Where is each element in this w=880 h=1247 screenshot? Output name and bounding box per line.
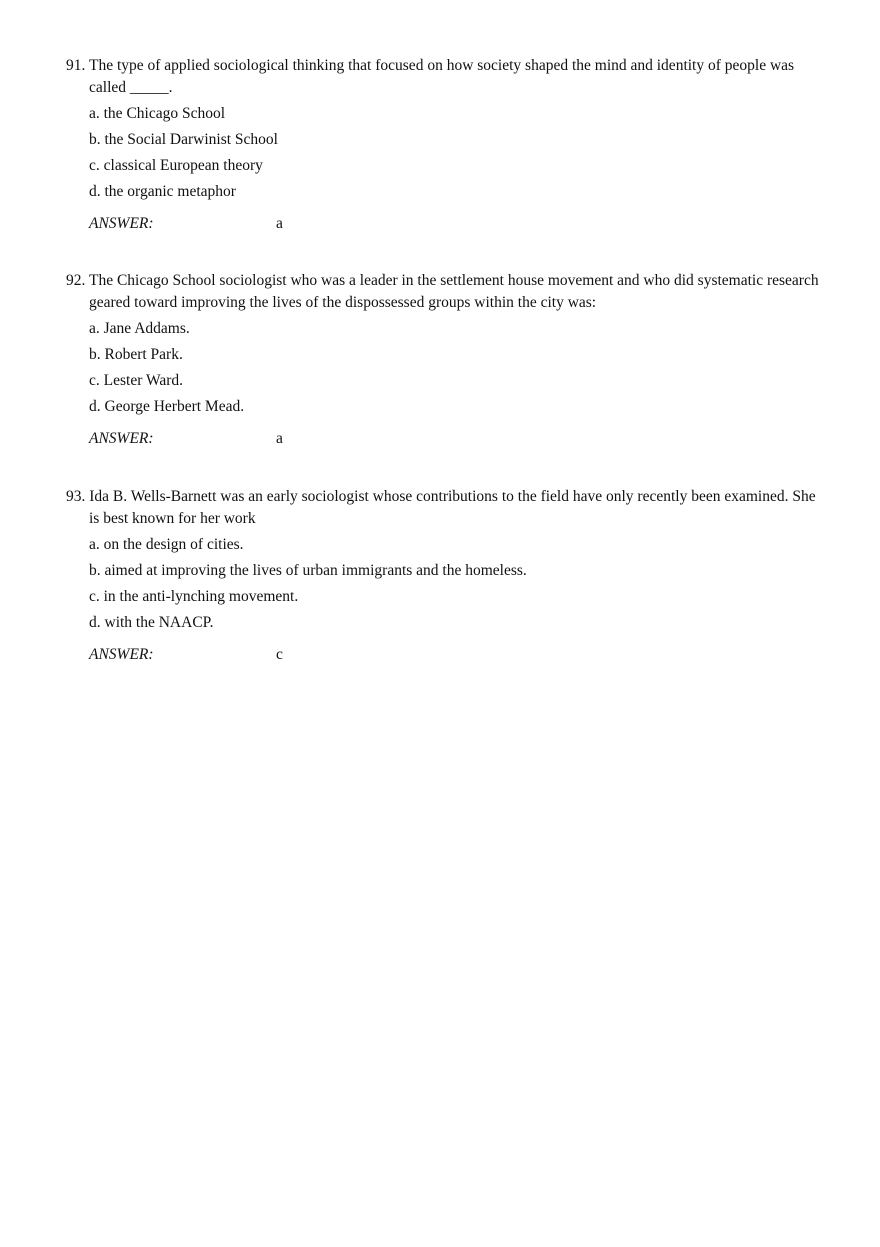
question-number: 92. <box>66 272 86 289</box>
choice-b: b. aimed at improving the lives of urban immigrants and the homeless. <box>89 562 527 579</box>
answer-label: ANSWER: <box>89 646 154 663</box>
answer-row <box>89 644 826 666</box>
choice-b: b. the Social Darwinist School <box>89 131 278 148</box>
choice-b: b. Robert Park. <box>89 346 183 363</box>
answer-value: c <box>276 646 283 663</box>
choice-d: d. George Herbert Mead. <box>89 398 245 415</box>
answer-value: a <box>276 215 283 232</box>
choice-list <box>89 316 826 420</box>
question-92 <box>66 270 826 450</box>
question-stem <box>66 270 826 314</box>
choice-list <box>89 101 826 205</box>
question-number: 91. <box>66 57 86 74</box>
choice-a: a. on the design of cities. <box>89 536 244 553</box>
choice-c: c. Lester Ward. <box>89 372 184 389</box>
question-91 <box>66 55 826 235</box>
choice-c: c. in the anti-lynching movement. <box>89 588 299 605</box>
choice-c: c. classical European theory <box>89 157 263 174</box>
question-text: The Chicago School sociologist who was a leader in the settlement house movement and who did systematic research geared toward improving the lives of the dispossessed groups within the city was: <box>88 272 819 311</box>
question-text: The type of applied sociological thinking that focused on how society shaped the mind and identity of people was called _____. <box>88 57 795 96</box>
choice-d: d. the organic metaphor <box>89 183 236 200</box>
answer-label: ANSWER: <box>89 215 154 232</box>
question-text: Ida B. Wells-Barnett was an early sociologist whose contributions to the field have only recently been examined. She is best known for her work <box>89 488 816 527</box>
answer-row <box>89 428 826 450</box>
question-stem <box>66 486 826 530</box>
choice-list <box>89 532 826 636</box>
question-number: 93. <box>66 488 86 505</box>
choice-a: a. the Chicago School <box>89 105 226 122</box>
answer-row <box>89 213 826 235</box>
answer-value: a <box>276 430 283 447</box>
choice-d: d. with the NAACP. <box>89 614 214 631</box>
answer-label: ANSWER: <box>89 430 154 447</box>
question-93 <box>66 486 826 666</box>
question-stem <box>66 55 826 99</box>
choice-a: a. Jane Addams. <box>89 320 190 337</box>
